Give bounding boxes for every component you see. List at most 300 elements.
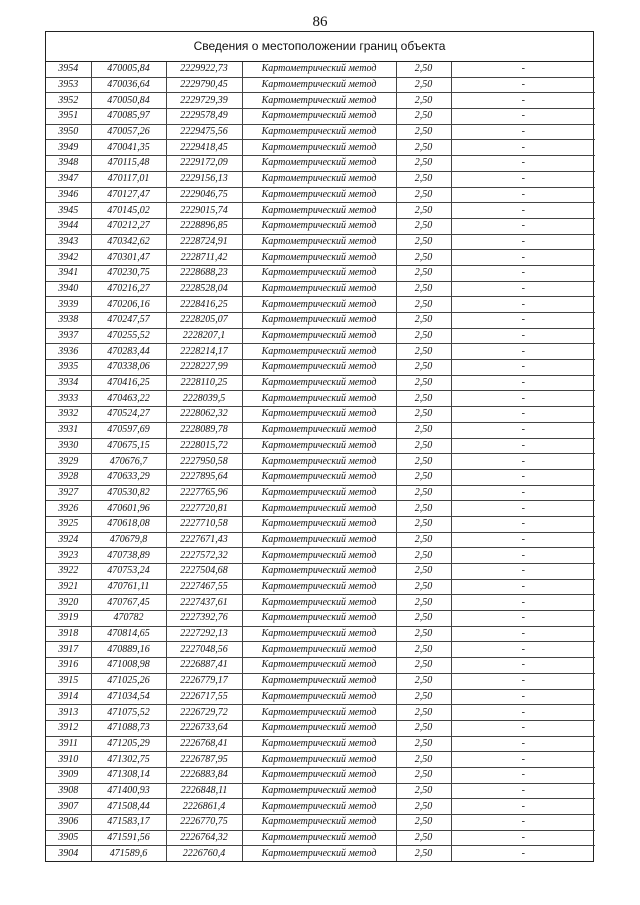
description-cell: - xyxy=(451,407,595,423)
y-coordinate-cell: 2229418,45 xyxy=(166,140,242,156)
x-coordinate-cell: 470338,06 xyxy=(91,360,166,376)
method-cell: Картометрический метод xyxy=(242,501,396,517)
table-row xyxy=(46,77,595,93)
x-coordinate-cell: 471591,56 xyxy=(91,830,166,846)
point-number-cell: 3941 xyxy=(46,265,91,281)
x-coordinate-cell: 471308,14 xyxy=(91,767,166,783)
point-number-cell: 3921 xyxy=(46,579,91,595)
description-cell: - xyxy=(451,218,595,234)
accuracy-cell: 2,50 xyxy=(396,752,451,768)
table-row xyxy=(46,673,595,689)
y-coordinate-cell: 2226768,41 xyxy=(166,736,242,752)
description-cell: - xyxy=(451,642,595,658)
description-cell: - xyxy=(451,265,595,281)
method-cell: Картометрический метод xyxy=(242,281,396,297)
description-cell: - xyxy=(451,720,595,736)
method-cell: Картометрический метод xyxy=(242,736,396,752)
table-row xyxy=(46,548,595,564)
description-cell: - xyxy=(451,187,595,203)
x-coordinate-cell: 470206,16 xyxy=(91,297,166,313)
point-number-cell: 3951 xyxy=(46,109,91,125)
point-number-cell: 3933 xyxy=(46,391,91,407)
x-coordinate-cell: 471025,26 xyxy=(91,673,166,689)
accuracy-cell: 2,50 xyxy=(396,564,451,580)
y-coordinate-cell: 2227671,43 xyxy=(166,532,242,548)
description-cell: - xyxy=(451,485,595,501)
x-coordinate-cell: 470738,89 xyxy=(91,548,166,564)
description-cell: - xyxy=(451,391,595,407)
description-cell: - xyxy=(451,626,595,642)
point-number-cell: 3929 xyxy=(46,454,91,470)
accuracy-cell: 2,50 xyxy=(396,375,451,391)
x-coordinate-cell: 471589,6 xyxy=(91,846,166,861)
accuracy-cell: 2,50 xyxy=(396,532,451,548)
table-row xyxy=(46,501,595,517)
y-coordinate-cell: 2228214,17 xyxy=(166,344,242,360)
method-cell: Картометрический метод xyxy=(242,579,396,595)
description-cell: - xyxy=(451,297,595,313)
x-coordinate-cell: 470050,84 xyxy=(91,93,166,109)
description-cell: - xyxy=(451,752,595,768)
x-coordinate-cell: 470633,29 xyxy=(91,469,166,485)
y-coordinate-cell: 2227437,61 xyxy=(166,595,242,611)
table-row xyxy=(46,736,595,752)
accuracy-cell: 2,50 xyxy=(396,642,451,658)
point-number-cell: 3926 xyxy=(46,501,91,517)
point-number-cell: 3916 xyxy=(46,658,91,674)
method-cell: Картометрический метод xyxy=(242,548,396,564)
method-cell: Картометрический метод xyxy=(242,360,396,376)
x-coordinate-cell: 470675,15 xyxy=(91,438,166,454)
description-cell: - xyxy=(451,736,595,752)
table-row xyxy=(46,626,595,642)
y-coordinate-cell: 2229015,74 xyxy=(166,203,242,219)
accuracy-cell: 2,50 xyxy=(396,407,451,423)
table-row xyxy=(46,720,595,736)
point-number-cell: 3934 xyxy=(46,375,91,391)
point-number-cell: 3954 xyxy=(46,62,91,77)
point-number-cell: 3937 xyxy=(46,328,91,344)
x-coordinate-cell: 471088,73 xyxy=(91,720,166,736)
table-row xyxy=(46,360,595,376)
accuracy-cell: 2,50 xyxy=(396,218,451,234)
table-row xyxy=(46,485,595,501)
method-cell: Картометрический метод xyxy=(242,313,396,329)
method-cell: Картометрический метод xyxy=(242,485,396,501)
x-coordinate-cell: 470057,26 xyxy=(91,124,166,140)
table-row xyxy=(46,658,595,674)
description-cell: - xyxy=(451,548,595,564)
method-cell: Картометрический метод xyxy=(242,799,396,815)
accuracy-cell: 2,50 xyxy=(396,469,451,485)
table-row xyxy=(46,171,595,187)
y-coordinate-cell: 2226787,95 xyxy=(166,752,242,768)
point-number-cell: 3922 xyxy=(46,564,91,580)
method-cell: Картометрический метод xyxy=(242,234,396,250)
method-cell: Картометрический метод xyxy=(242,297,396,313)
x-coordinate-cell: 471008,98 xyxy=(91,658,166,674)
table-row xyxy=(46,93,595,109)
description-cell: - xyxy=(451,234,595,250)
method-cell: Картометрический метод xyxy=(242,250,396,266)
y-coordinate-cell: 2226848,11 xyxy=(166,783,242,799)
accuracy-cell: 2,50 xyxy=(396,611,451,627)
x-coordinate-cell: 470782 xyxy=(91,611,166,627)
table-row xyxy=(46,313,595,329)
point-number-cell: 3915 xyxy=(46,673,91,689)
x-coordinate-cell: 470247,57 xyxy=(91,313,166,329)
method-cell: Картометрический метод xyxy=(242,438,396,454)
point-number-cell: 3946 xyxy=(46,187,91,203)
method-cell: Картометрический метод xyxy=(242,124,396,140)
y-coordinate-cell: 2229046,75 xyxy=(166,187,242,203)
accuracy-cell: 2,50 xyxy=(396,815,451,831)
description-cell: - xyxy=(451,203,595,219)
description-cell: - xyxy=(451,673,595,689)
x-coordinate-cell: 470767,45 xyxy=(91,595,166,611)
point-number-cell: 3939 xyxy=(46,297,91,313)
x-coordinate-cell: 471508,44 xyxy=(91,799,166,815)
accuracy-cell: 2,50 xyxy=(396,203,451,219)
x-coordinate-cell: 470041,35 xyxy=(91,140,166,156)
table-row xyxy=(46,218,595,234)
accuracy-cell: 2,50 xyxy=(396,124,451,140)
accuracy-cell: 2,50 xyxy=(396,77,451,93)
table-row xyxy=(46,156,595,172)
x-coordinate-cell: 470601,96 xyxy=(91,501,166,517)
y-coordinate-cell: 2226770,75 xyxy=(166,815,242,831)
x-coordinate-cell: 470753,24 xyxy=(91,564,166,580)
accuracy-cell: 2,50 xyxy=(396,799,451,815)
point-number-cell: 3907 xyxy=(46,799,91,815)
method-cell: Картометрический метод xyxy=(242,187,396,203)
table-row xyxy=(46,62,595,77)
accuracy-cell: 2,50 xyxy=(396,830,451,846)
point-number-cell: 3917 xyxy=(46,642,91,658)
point-number-cell: 3925 xyxy=(46,516,91,532)
point-number-cell: 3940 xyxy=(46,281,91,297)
x-coordinate-cell: 470115,48 xyxy=(91,156,166,172)
y-coordinate-cell: 2228039,5 xyxy=(166,391,242,407)
method-cell: Картометрический метод xyxy=(242,673,396,689)
method-cell: Картометрический метод xyxy=(242,328,396,344)
y-coordinate-cell: 2228416,25 xyxy=(166,297,242,313)
y-coordinate-cell: 2227467,55 xyxy=(166,579,242,595)
description-cell: - xyxy=(451,250,595,266)
table-row xyxy=(46,250,595,266)
table-row xyxy=(46,234,595,250)
y-coordinate-cell: 2228015,72 xyxy=(166,438,242,454)
method-cell: Картометрический метод xyxy=(242,767,396,783)
point-number-cell: 3913 xyxy=(46,705,91,721)
description-cell: - xyxy=(451,171,595,187)
point-number-cell: 3931 xyxy=(46,422,91,438)
point-number-cell: 3928 xyxy=(46,469,91,485)
description-cell: - xyxy=(451,532,595,548)
description-cell: - xyxy=(451,799,595,815)
point-number-cell: 3904 xyxy=(46,846,91,861)
method-cell: Картометрический метод xyxy=(242,203,396,219)
accuracy-cell: 2,50 xyxy=(396,313,451,329)
y-coordinate-cell: 2229790,45 xyxy=(166,77,242,93)
table-row xyxy=(46,124,595,140)
point-number-cell: 3923 xyxy=(46,548,91,564)
point-number-cell: 3950 xyxy=(46,124,91,140)
accuracy-cell: 2,50 xyxy=(396,234,451,250)
description-cell: - xyxy=(451,846,595,861)
description-cell: - xyxy=(451,767,595,783)
table-row xyxy=(46,579,595,595)
table-row xyxy=(46,391,595,407)
accuracy-cell: 2,50 xyxy=(396,736,451,752)
description-cell: - xyxy=(451,109,595,125)
method-cell: Картометрический метод xyxy=(242,720,396,736)
x-coordinate-cell: 470814,65 xyxy=(91,626,166,642)
point-number-cell: 3935 xyxy=(46,360,91,376)
x-coordinate-cell: 471400,93 xyxy=(91,783,166,799)
method-cell: Картометрический метод xyxy=(242,62,396,77)
method-cell: Картометрический метод xyxy=(242,375,396,391)
method-cell: Картометрический метод xyxy=(242,171,396,187)
description-cell: - xyxy=(451,360,595,376)
point-number-cell: 3930 xyxy=(46,438,91,454)
table-row xyxy=(46,187,595,203)
description-cell: - xyxy=(451,328,595,344)
table-row xyxy=(46,846,595,861)
y-coordinate-cell: 2227048,56 xyxy=(166,642,242,658)
accuracy-cell: 2,50 xyxy=(396,705,451,721)
x-coordinate-cell: 470676,7 xyxy=(91,454,166,470)
accuracy-cell: 2,50 xyxy=(396,171,451,187)
table-row xyxy=(46,140,595,156)
accuracy-cell: 2,50 xyxy=(396,595,451,611)
method-cell: Картометрический метод xyxy=(242,407,396,423)
y-coordinate-cell: 2228207,1 xyxy=(166,328,242,344)
x-coordinate-cell: 470889,16 xyxy=(91,642,166,658)
description-cell: - xyxy=(451,140,595,156)
y-coordinate-cell: 2226887,41 xyxy=(166,658,242,674)
x-coordinate-cell: 470255,52 xyxy=(91,328,166,344)
table-row xyxy=(46,705,595,721)
method-cell: Картометрический метод xyxy=(242,77,396,93)
point-number-cell: 3948 xyxy=(46,156,91,172)
method-cell: Картометрический метод xyxy=(242,532,396,548)
method-cell: Картометрический метод xyxy=(242,642,396,658)
accuracy-cell: 2,50 xyxy=(396,109,451,125)
point-number-cell: 3943 xyxy=(46,234,91,250)
accuracy-cell: 2,50 xyxy=(396,438,451,454)
y-coordinate-cell: 2229172,09 xyxy=(166,156,242,172)
page-number: 86 xyxy=(312,14,328,30)
y-coordinate-cell: 2227765,96 xyxy=(166,485,242,501)
x-coordinate-cell: 471583,17 xyxy=(91,815,166,831)
method-cell: Картометрический метод xyxy=(242,783,396,799)
point-number-cell: 3949 xyxy=(46,140,91,156)
description-cell: - xyxy=(451,375,595,391)
table-row xyxy=(46,297,595,313)
description-cell: - xyxy=(451,93,595,109)
y-coordinate-cell: 2227710,58 xyxy=(166,516,242,532)
table-row xyxy=(46,532,595,548)
description-cell: - xyxy=(451,124,595,140)
accuracy-cell: 2,50 xyxy=(396,579,451,595)
description-cell: - xyxy=(451,77,595,93)
description-cell: - xyxy=(451,564,595,580)
y-coordinate-cell: 2227895,64 xyxy=(166,469,242,485)
x-coordinate-cell: 470117,01 xyxy=(91,171,166,187)
y-coordinate-cell: 2228227,99 xyxy=(166,360,242,376)
x-coordinate-cell: 470212,27 xyxy=(91,218,166,234)
point-number-cell: 3932 xyxy=(46,407,91,423)
description-cell: - xyxy=(451,658,595,674)
x-coordinate-cell: 470036,64 xyxy=(91,77,166,93)
y-coordinate-cell: 2228110,25 xyxy=(166,375,242,391)
table-row xyxy=(46,516,595,532)
x-coordinate-cell: 470416,25 xyxy=(91,375,166,391)
table-row xyxy=(46,752,595,768)
accuracy-cell: 2,50 xyxy=(396,156,451,172)
x-coordinate-cell: 471302,75 xyxy=(91,752,166,768)
y-coordinate-cell: 2226760,4 xyxy=(166,846,242,861)
y-coordinate-cell: 2229922,73 xyxy=(166,62,242,77)
accuracy-cell: 2,50 xyxy=(396,422,451,438)
method-cell: Картометрический метод xyxy=(242,689,396,705)
accuracy-cell: 2,50 xyxy=(396,626,451,642)
description-cell: - xyxy=(451,815,595,831)
accuracy-cell: 2,50 xyxy=(396,328,451,344)
x-coordinate-cell: 470216,27 xyxy=(91,281,166,297)
table-row xyxy=(46,265,595,281)
method-cell: Картометрический метод xyxy=(242,156,396,172)
table-row xyxy=(46,642,595,658)
point-number-cell: 3945 xyxy=(46,203,91,219)
x-coordinate-cell: 470618,08 xyxy=(91,516,166,532)
description-cell: - xyxy=(451,516,595,532)
accuracy-cell: 2,50 xyxy=(396,501,451,517)
y-coordinate-cell: 2226717,55 xyxy=(166,689,242,705)
method-cell: Картометрический метод xyxy=(242,391,396,407)
description-cell: - xyxy=(451,62,595,77)
y-coordinate-cell: 2228896,85 xyxy=(166,218,242,234)
point-number-cell: 3906 xyxy=(46,815,91,831)
y-coordinate-cell: 2229729,39 xyxy=(166,93,242,109)
method-cell: Картометрический метод xyxy=(242,516,396,532)
table-row xyxy=(46,611,595,627)
y-coordinate-cell: 2228205,07 xyxy=(166,313,242,329)
y-coordinate-cell: 2227950,58 xyxy=(166,454,242,470)
accuracy-cell: 2,50 xyxy=(396,720,451,736)
table-row xyxy=(46,454,595,470)
accuracy-cell: 2,50 xyxy=(396,783,451,799)
table-row xyxy=(46,830,595,846)
description-cell: - xyxy=(451,611,595,627)
point-number-cell: 3927 xyxy=(46,485,91,501)
y-coordinate-cell: 2227572,32 xyxy=(166,548,242,564)
method-cell: Картометрический метод xyxy=(242,140,396,156)
table-row xyxy=(46,799,595,815)
x-coordinate-cell: 470005,84 xyxy=(91,62,166,77)
accuracy-cell: 2,50 xyxy=(396,689,451,705)
method-cell: Картометрический метод xyxy=(242,658,396,674)
method-cell: Картометрический метод xyxy=(242,705,396,721)
description-cell: - xyxy=(451,501,595,517)
y-coordinate-cell: 2228089,78 xyxy=(166,422,242,438)
method-cell: Картометрический метод xyxy=(242,595,396,611)
y-coordinate-cell: 2227720,81 xyxy=(166,501,242,517)
point-number-cell: 3936 xyxy=(46,344,91,360)
x-coordinate-cell: 470230,75 xyxy=(91,265,166,281)
x-coordinate-cell: 470679,8 xyxy=(91,532,166,548)
table-row xyxy=(46,438,595,454)
table-row xyxy=(46,564,595,580)
y-coordinate-cell: 2228062,32 xyxy=(166,407,242,423)
point-number-cell: 3909 xyxy=(46,767,91,783)
x-coordinate-cell: 470530,82 xyxy=(91,485,166,501)
y-coordinate-cell: 2226729,72 xyxy=(166,705,242,721)
x-coordinate-cell: 471075,52 xyxy=(91,705,166,721)
point-number-cell: 3918 xyxy=(46,626,91,642)
table-row xyxy=(46,767,595,783)
method-cell: Картометрический метод xyxy=(242,454,396,470)
table-row xyxy=(46,595,595,611)
description-cell: - xyxy=(451,689,595,705)
table-title: Сведения о местоположении границ объекта xyxy=(46,32,593,62)
accuracy-cell: 2,50 xyxy=(396,516,451,532)
y-coordinate-cell: 2226861,4 xyxy=(166,799,242,815)
y-coordinate-cell: 2227392,76 xyxy=(166,611,242,627)
x-coordinate-cell: 470301,47 xyxy=(91,250,166,266)
description-cell: - xyxy=(451,830,595,846)
accuracy-cell: 2,50 xyxy=(396,297,451,313)
y-coordinate-cell: 2227292,13 xyxy=(166,626,242,642)
x-coordinate-cell: 470283,44 xyxy=(91,344,166,360)
method-cell: Картометрический метод xyxy=(242,846,396,861)
accuracy-cell: 2,50 xyxy=(396,344,451,360)
table-row xyxy=(46,281,595,297)
description-cell: - xyxy=(451,438,595,454)
table-row xyxy=(46,344,595,360)
accuracy-cell: 2,50 xyxy=(396,391,451,407)
table-row xyxy=(46,407,595,423)
y-coordinate-cell: 2226733,64 xyxy=(166,720,242,736)
x-coordinate-cell: 470761,11 xyxy=(91,579,166,595)
table-row xyxy=(46,328,595,344)
x-coordinate-cell: 470524,27 xyxy=(91,407,166,423)
point-number-cell: 3910 xyxy=(46,752,91,768)
table-row xyxy=(46,375,595,391)
method-cell: Картометрический метод xyxy=(242,93,396,109)
accuracy-cell: 2,50 xyxy=(396,62,451,77)
point-number-cell: 3911 xyxy=(46,736,91,752)
point-number-cell: 3947 xyxy=(46,171,91,187)
point-number-cell: 3942 xyxy=(46,250,91,266)
description-cell: - xyxy=(451,281,595,297)
boundary-table-sheet xyxy=(45,31,594,862)
accuracy-cell: 2,50 xyxy=(396,548,451,564)
description-cell: - xyxy=(451,595,595,611)
y-coordinate-cell: 2228528,04 xyxy=(166,281,242,297)
point-number-cell: 3920 xyxy=(46,595,91,611)
description-cell: - xyxy=(451,469,595,485)
y-coordinate-cell: 2226883,84 xyxy=(166,767,242,783)
method-cell: Картометрический метод xyxy=(242,815,396,831)
table-row xyxy=(46,783,595,799)
point-number-cell: 3952 xyxy=(46,93,91,109)
accuracy-cell: 2,50 xyxy=(396,187,451,203)
accuracy-cell: 2,50 xyxy=(396,265,451,281)
accuracy-cell: 2,50 xyxy=(396,140,451,156)
y-coordinate-cell: 2228711,42 xyxy=(166,250,242,266)
